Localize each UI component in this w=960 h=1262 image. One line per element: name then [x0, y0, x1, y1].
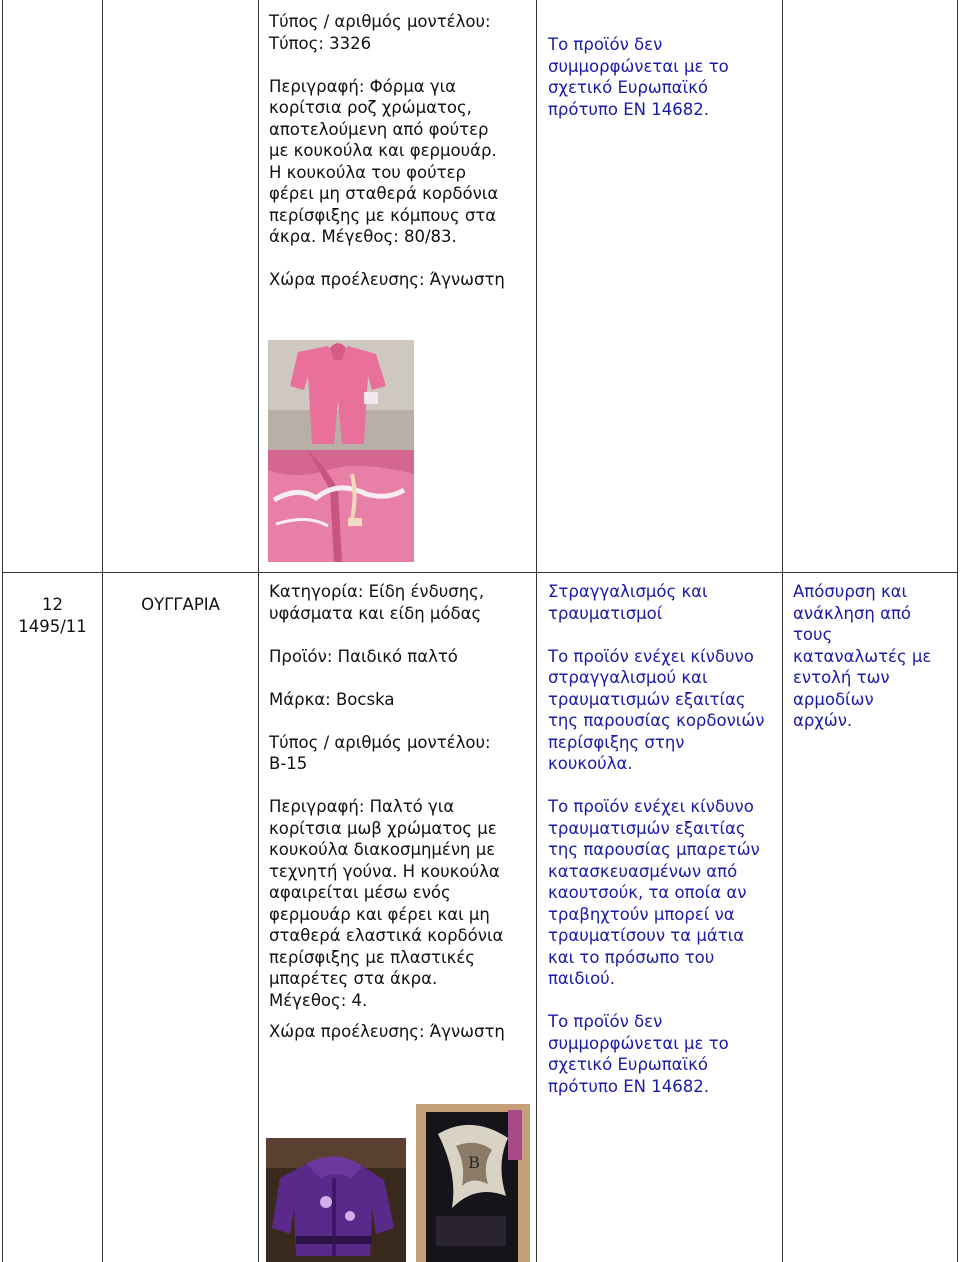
measures-cell: [793, 581, 955, 732]
top-description-cell: [269, 11, 531, 291]
injury-risk-text: Το προϊόν ενέχει κίνδυνο τραυματισμών εξαιτίας της παρουσίας μπαρετών κατασκευασμένων από καουτσούκ, τα οποία αν τραβηχτούν μπορεί να τραυματίσουν τα μάτια και το πρόσωπο του παιδιού.: [548, 797, 760, 988]
origin-text: Χώρα προέλευσης: Άγνωστη: [269, 270, 505, 289]
origin-text: Χώρα προέλευσης: Άγνωστη: [269, 1022, 505, 1041]
row-border: [2, 572, 958, 573]
column-border: [258, 0, 259, 1262]
standard-noncompliance-text: Το προϊόν δεν συμμορφώνεται με το σχετικό Ευρωπαϊκό πρότυπο ΕΝ 14682.: [548, 35, 729, 119]
country-cell: [103, 594, 258, 616]
risk-category-text: Στραγγαλισμός και τραυματισμοί: [548, 582, 708, 623]
description-text: Περιγραφή: Φόρμα για κορίτσια ροζ χρώματος, αποτελούμενη από φούτερ με κουκούλα και φερμουάρ. Η κουκούλα του φούτερ φέρει μη σταθερά κορδόνια περίσφιξης με κόμπους στα άκρα. Μέγεθος: 80/83.: [269, 76, 499, 246]
svg-text:B: B: [468, 1153, 480, 1172]
entry-number-cell: [3, 594, 102, 637]
entry-number: 12: [42, 595, 63, 614]
column-border: [957, 0, 958, 1262]
description-text: Περιγραφή: Παλτό για κορίτσια μωβ χρώματος με κουκούλα διακοσμημένη με τεχνητή γούνα. Η κουκούλα αφαιρείται μέσω ενός φερμουάρ και φέρει και μη σταθερά ελαστικά κορδόνια περίσφιξης με πλαστικές μπαρέτες στα άκρα. Μέγεθος: 4.: [269, 797, 504, 1010]
pink-jumpsuit-photo: [268, 340, 414, 450]
product-text: Προϊόν: Παιδικό παλτό: [269, 646, 458, 666]
standard-noncompliance-text: Το προϊόν δεν συμμορφώνεται με το σχετικό Ευρωπαϊκό πρότυπο ΕΝ 14682.: [548, 1012, 729, 1096]
brand-text: Μάρκα: Bocska: [269, 689, 395, 709]
column-border: [536, 0, 537, 1262]
entry-reference: 1495/11: [18, 616, 87, 636]
country-name: ΟΥΓΓΑΡΙΑ: [141, 595, 220, 614]
column-border: [782, 0, 783, 1262]
pink-hoodie-closeup-photo: [268, 450, 414, 562]
measures-text: Απόσυρση και ανάκληση από τους καταναλωτές με εντολή των αρμοδίων αρχών.: [793, 582, 932, 730]
category-text: Κατηγορία: Είδη ένδυσης, υφάσματα και είδη μόδας: [269, 582, 485, 623]
coat-label-tag-photo: [416, 1104, 530, 1262]
model-type-text: Τύπος / αριθμός μοντέλου: B-15: [269, 732, 491, 773]
model-type-text: Τύπος / αριθμός μοντέλου: Τύπος: 3326: [269, 12, 491, 53]
main-risk-cell: [548, 581, 780, 1097]
column-border: [102, 0, 103, 1262]
top-risk-cell: [548, 34, 778, 120]
purple-coat-photo: [266, 1138, 406, 1262]
main-description-cell: [269, 581, 531, 1043]
strangulation-risk-text: Το προϊόν ενέχει κίνδυνο στραγγαλισμού και τραυματισμών εξαιτίας της παρουσίας κορδονιών περίσφιξης στην κουκούλα.: [548, 646, 765, 773]
